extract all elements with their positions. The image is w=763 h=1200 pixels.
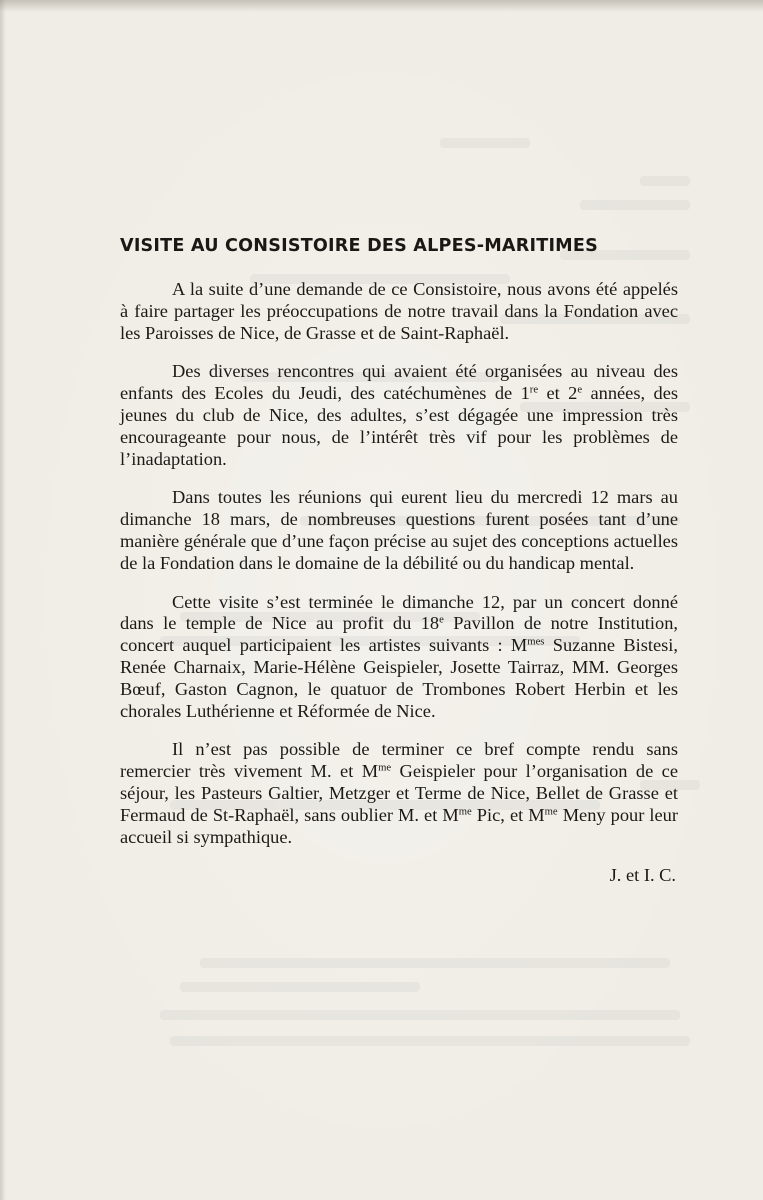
superscript: me <box>458 805 472 818</box>
paragraph <box>120 361 678 470</box>
paragraph <box>120 487 678 574</box>
superscript: mes <box>527 635 545 648</box>
text-run: Pavillon de notre Institution, concert auquel participaient les artistes suivants : M <box>120 613 678 656</box>
text-run: Geispieler pour l’organisation de ce séjour, les Pasteurs Galtier, Metzger et Terme de Nice, Bellet de Grasse et Fermaud de St-Raphaël, sans oublier M. et M <box>120 761 678 825</box>
article-title: VISITE AU CONSISTOIRE DES ALPES-MARITIMES <box>120 235 598 256</box>
text-run: Meny pour leur accueil si sympathique. <box>120 804 679 847</box>
text-run: Suzanne Bistesi, Renée Charnaix, Marie-Hélène Geispieler, Josette Tairraz, MM. Georges Bœuf, Gaston Cagnon, le quatuor de Trombones Robert Herbin et les chorales Luthérienne et Réformée de Nice. <box>120 635 678 721</box>
superscript: re <box>529 383 539 396</box>
page-top-shadow <box>0 0 763 12</box>
text-run: et 2 <box>538 383 578 404</box>
article-body <box>120 279 678 887</box>
paragraph <box>120 739 678 848</box>
signature: J. et I. C. <box>609 865 676 886</box>
superscript: e <box>577 383 583 396</box>
text-run: Cette visite s’est terminée le dimanche 12, par un concert donné dans le temple de Nice au profit du 18 <box>120 591 678 634</box>
paragraph-list <box>120 279 678 848</box>
text-run: années, des jeunes du club de Nice, des adultes, s’est dégagée une impression très encourageante pour nous, de l’intérêt très vif pour les problèmes de l’inadaptation. <box>120 383 679 469</box>
text-run: Pic, et M <box>471 804 545 825</box>
text-run: A la suite d’une demande de ce Consistoire, nous avons été appelés à faire partager les préoccupations de notre travail dans la Fondation avec les Paroisses de Nice, de Grasse et de Saint-Raphaël. <box>120 279 678 343</box>
paragraph <box>120 592 678 723</box>
superscript: me <box>544 805 558 818</box>
text-run: Il n’est pas possible de terminer ce bref compte rendu sans remercier très vivement M. et M <box>120 739 678 782</box>
text-run: Dans toutes les réunions qui eurent lieu du mercredi 12 mars au dimanche 18 mars, de nombreuses questions furent posées tant d’une manière générale que d’une façon précise au sujet des conceptions actuelles de la Fondation dans le domaine de la débilité ou du handicap mental. <box>120 487 678 573</box>
page-left-edge-shadow <box>0 0 6 1200</box>
paragraph <box>120 279 678 344</box>
superscript: me <box>378 761 392 774</box>
text-run: Des diverses rencontres qui avaient été organisées au niveau des enfants des Ecoles du Jeudi, des catéchumènes de 1 <box>120 361 678 404</box>
superscript: e <box>439 613 444 626</box>
